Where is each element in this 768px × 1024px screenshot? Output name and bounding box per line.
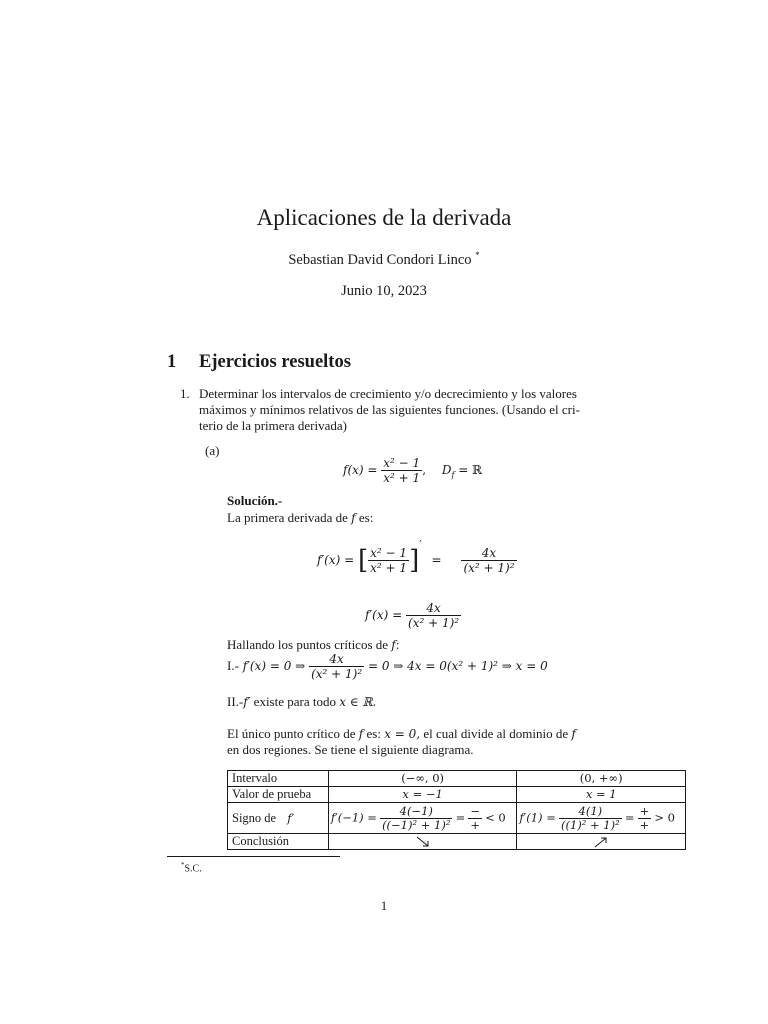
exercise-number: 1. [180, 386, 190, 401]
table-row [228, 771, 686, 787]
table-row [228, 787, 686, 803]
function-fraction: $\frac{\text{x² − 1}}{\text{x² + 1}}$ [383, 456, 421, 485]
row-label-sign: Signo de f′ [228, 803, 329, 834]
row-label-conclusion: Conclusión [228, 834, 329, 850]
arrow-up-right-icon [593, 836, 609, 848]
solution-heading: Solución.- [227, 493, 283, 508]
derivative-expression: f′(x) = [ $\frac{\text{x² − 1}}{\text{x² + 1}}$ ]′ = $\frac{4x}{\text{(x² + 1)²}}$ [317, 538, 515, 576]
critical-step-2: II.-f′ existe para todo x ∈ ℝ. [227, 694, 377, 709]
statement-line-3: terio de la primera derivada) [199, 418, 347, 433]
author-footnote-mark: * [475, 250, 480, 260]
section-number: 1 [167, 352, 177, 372]
critical-points-intro: Hallando los puntos críticos de f: [227, 637, 400, 652]
document-date: Junio 10, 2023 [341, 283, 427, 299]
page-number: 1 [380, 898, 388, 913]
sign-left: f′(−1) = $\frac{4(-1)}{\text{((−1)² + 1)²}}$ = $\frac{-}{+}$ < 0 [328, 803, 517, 834]
footnote: *S.C. [181, 861, 202, 875]
unique-critical-paragraph: El único punto crítico de f es: x = 0, el cual divide al dominio de f en dos regiones. Se tiene el siguiente diagrama. [227, 726, 576, 757]
exercise-statement [199, 386, 619, 434]
section-title: Ejercicios resueltos [199, 352, 351, 372]
interval-left: (−∞, 0) [401, 771, 445, 785]
critical-step-1: I.- f′(x) = 0 ⇒ $\frac{4x}{\text{(x² + 1)²}}$ = 0 ⇒ 4x = 0(x² + 1)² ⇒ x = 0 [227, 652, 548, 681]
function-definition: f(x) = $\frac{\text{x² − 1}}{\text{x² + 1}}$ , $D_f$ = ℝ [343, 456, 483, 485]
row-label-interval: Intervalo [228, 771, 329, 787]
interval-right: (0, +∞) [579, 771, 623, 785]
footnote-rule [167, 856, 340, 857]
statement-line-1: Determinar los intervalos de crecimiento y/o decrecimiento y los valores [199, 386, 577, 401]
author-line [0, 250, 768, 269]
test-value-right: x = 1 [585, 787, 617, 801]
table-row [228, 834, 686, 850]
section-heading [167, 352, 351, 373]
solution-intro: La primera derivada de f es: [227, 510, 374, 525]
statement-line-2: máximos y mínimos relativos de las siguientes funciones. (Usando el cri- [199, 402, 580, 417]
table-row [228, 803, 686, 834]
sign-right: f′(1) = $\frac{4(1)}{\text{((1)² + 1)²}}$ = $\frac{+}{+}$ > 0 [517, 803, 686, 834]
author-name: Sebastian David Condori Linco [288, 251, 472, 268]
test-value-left: x = −1 [402, 787, 443, 801]
page-title: Aplicaciones de la derivada [256, 205, 512, 230]
sign-diagram-table [227, 770, 686, 850]
row-label-test: Valor de prueba [228, 787, 329, 803]
part-label: (a) [205, 443, 220, 458]
derivative-simplified: f′(x) = $\frac{4x}{\text{(x² + 1)²}}$ [365, 601, 460, 630]
arrow-down-right-icon [415, 836, 431, 848]
